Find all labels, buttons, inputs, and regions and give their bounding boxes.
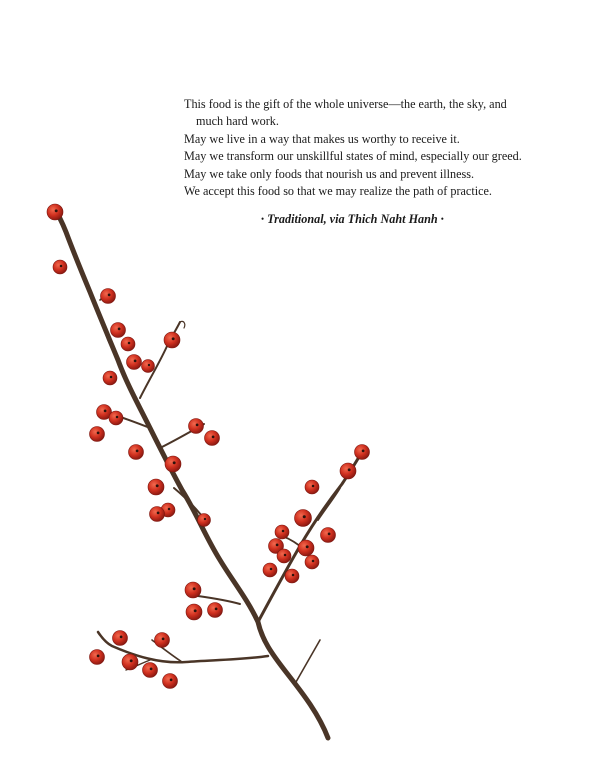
berry-tip (120, 636, 123, 639)
poem-line-2: much hard work. (196, 114, 279, 129)
berry (90, 650, 105, 665)
berry-tip (193, 587, 196, 590)
berry (122, 654, 138, 670)
berry-tip (303, 515, 306, 518)
berry (298, 540, 314, 556)
berry (127, 355, 142, 370)
berry-tip (292, 574, 295, 577)
berry-tip (128, 342, 131, 345)
attribution-bullet-right: • (440, 214, 444, 224)
berry (321, 528, 336, 543)
berry-tip (284, 554, 287, 557)
berry-tip (270, 568, 273, 571)
berry (148, 479, 164, 495)
berry-tip (276, 544, 279, 547)
berry (305, 555, 319, 569)
berry (111, 323, 126, 338)
berry-tip (97, 432, 100, 435)
branch-stem (318, 488, 340, 520)
branch-stem (296, 640, 320, 682)
berry (263, 563, 277, 577)
berry (47, 204, 63, 220)
berry-tip (312, 560, 315, 563)
poem-line-3: May we live in a way that makes us worthy to receive it. (184, 131, 460, 146)
berry-tip (194, 609, 197, 612)
berry (340, 463, 356, 479)
berry-tip (348, 468, 351, 471)
berry-tip (362, 450, 365, 453)
berry (121, 337, 135, 351)
berry (198, 514, 211, 527)
berry (150, 507, 165, 522)
berry-tip (328, 533, 331, 536)
berry (205, 431, 220, 446)
berry (186, 604, 202, 620)
berry-tip (306, 545, 309, 548)
berry-tip (134, 360, 137, 363)
berry (143, 663, 158, 678)
berry-tip (157, 512, 160, 515)
berry-tip (136, 450, 139, 453)
berry (90, 427, 105, 442)
berry (113, 631, 128, 646)
berry-tip (55, 209, 58, 212)
poem-line-1: This food is the gift of the whole universe—the earth, the sky, and (184, 97, 507, 111)
berry-tip (156, 484, 159, 487)
berry-tip (150, 668, 153, 671)
berry (142, 360, 155, 373)
berry (277, 549, 291, 563)
berry (355, 445, 370, 460)
branch-stem (198, 596, 240, 604)
berry (101, 289, 116, 304)
berry (53, 260, 67, 274)
berry (163, 674, 178, 689)
berry (165, 456, 181, 472)
berry (189, 419, 204, 434)
berry-tip (172, 337, 175, 340)
berry-tip (312, 485, 315, 488)
berry-tip (60, 265, 63, 268)
berry (164, 332, 180, 348)
berry-tip (204, 518, 206, 520)
berry-tip (108, 294, 111, 297)
berry (129, 445, 144, 460)
berry-tip (130, 659, 133, 662)
poem-line-5: May we take only foods that nourish us and prevent illness. (184, 166, 475, 181)
attribution-bullet-left: • (261, 214, 265, 224)
berry-tip (97, 655, 100, 658)
berry-tip (168, 508, 171, 511)
berry-tip (116, 416, 119, 419)
berry (208, 603, 223, 618)
berry (103, 371, 117, 385)
berry-tip (282, 530, 285, 533)
berry-tip (170, 679, 173, 682)
berry (109, 411, 123, 425)
berry-tip (148, 364, 150, 366)
berry-cluster (47, 204, 370, 689)
berry-tip (173, 461, 176, 464)
attribution-text: Traditional, via Thich Naht Hanh (267, 212, 438, 226)
poem-line-6: We accept this food so that we may realize the path of practice. (184, 184, 492, 199)
berry (305, 480, 319, 494)
berry (185, 582, 201, 598)
poem-line-4: May we transform our unskillful states of mind, especially our greed. (184, 149, 522, 164)
berry-tip (162, 638, 165, 641)
berry (295, 510, 312, 527)
berry-tip (118, 328, 121, 331)
berry-tip (215, 608, 218, 611)
berry-tip (104, 410, 107, 413)
berry-tip (110, 376, 113, 379)
berry (285, 569, 299, 583)
berry (275, 525, 289, 539)
berry-tip (212, 436, 215, 439)
berry-tip (196, 424, 199, 427)
berry (155, 633, 170, 648)
